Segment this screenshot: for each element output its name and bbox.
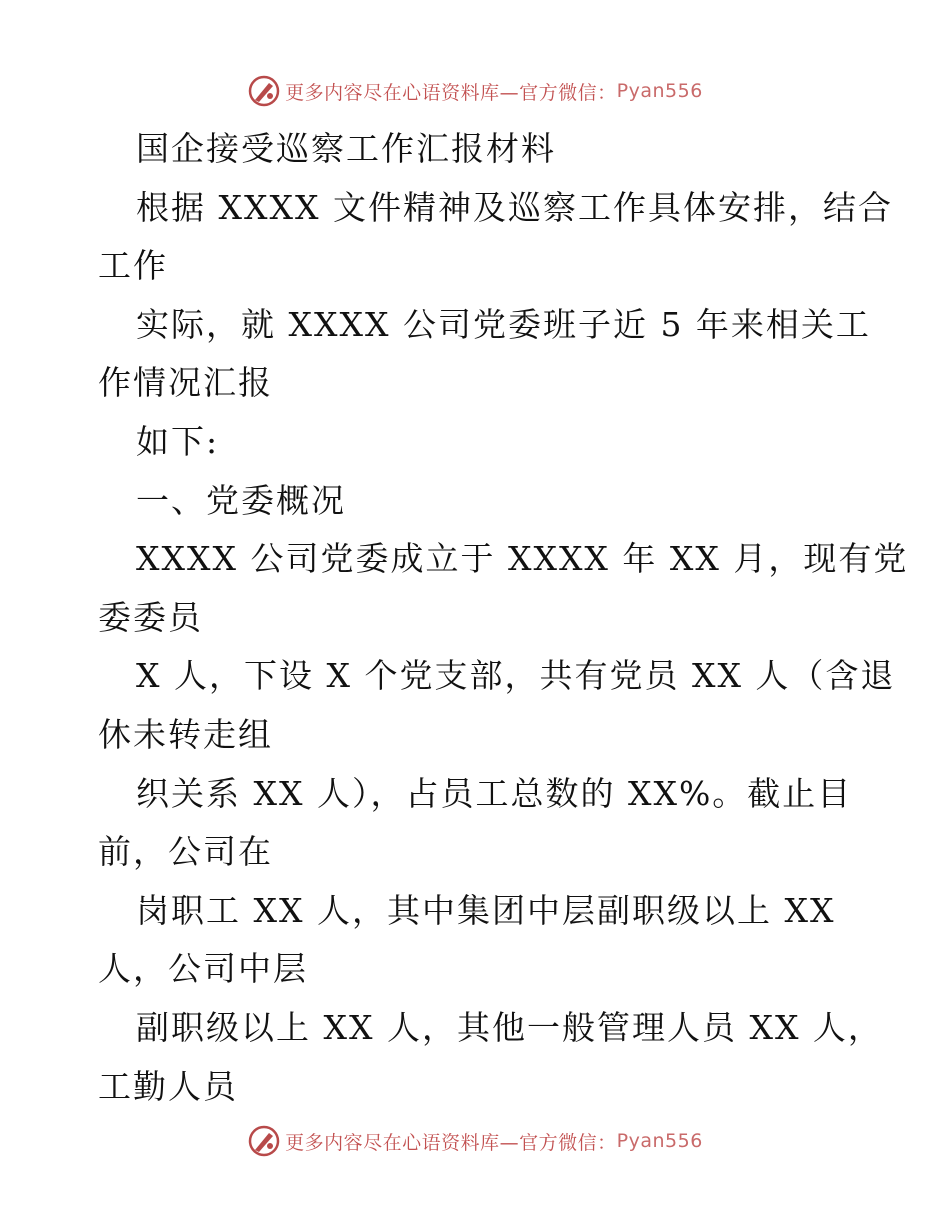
text-line: 织关系 XX 人），占员工总数的 XX%。截止目 — [136, 773, 853, 813]
text-line: 作情况汇报 — [98, 363, 273, 403]
text-line: 根据 XXXX 文件精神及巡察工作具体安排，结合 — [136, 187, 893, 227]
text-line: 如下: — [136, 421, 220, 461]
text-line: 岗职工 XX 人，其中集团中层副职级以上 XX — [136, 890, 836, 930]
watermark-text: 更多内容尽在心语资料库—官方微信： — [285, 81, 617, 104]
text-line: 人，公司中层 — [98, 949, 308, 989]
watermark-text: 更多内容尽在心语资料库—官方微信： — [285, 1131, 617, 1154]
text-line: XXXX 公司党委成立于 XXXX 年 XX 月，现有党 — [136, 539, 909, 579]
footer-watermark — [0, 1124, 950, 1158]
watermark-handle: Pyan556 — [616, 1130, 703, 1152]
text-line: 副职级以上 XX 人，其他一般管理人员 XX 人， — [136, 1007, 883, 1047]
text-line: 休未转走组 — [98, 714, 273, 754]
text-line: 委委员 — [98, 597, 203, 637]
document-body — [98, 120, 909, 1116]
text-line: 国企接受巡察工作汇报材料 — [136, 129, 556, 168]
text-line: 工作 — [98, 246, 168, 286]
text-line: 一、党委概况 — [136, 480, 346, 520]
text-line: 工勤人员 — [98, 1066, 238, 1106]
header-watermark — [0, 74, 950, 108]
text-line: 实际，就 XXXX 公司党委班子近 5 年来相关工 — [136, 304, 871, 344]
pen-logo-icon — [247, 74, 281, 108]
text-line: 前，公司在 — [98, 832, 273, 872]
pen-logo-icon — [247, 1124, 281, 1158]
text-line: X 人，下设 X 个党支部，共有党员 XX 人（含退 — [136, 656, 896, 696]
watermark-handle: Pyan556 — [616, 80, 703, 102]
